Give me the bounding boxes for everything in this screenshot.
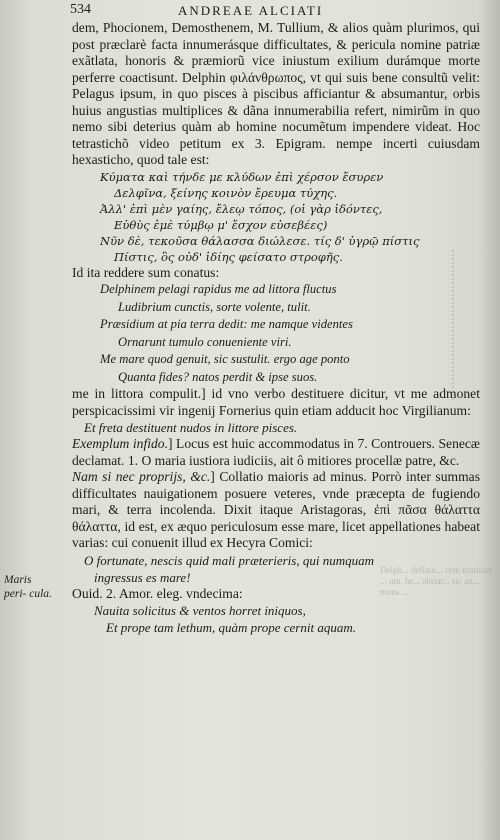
main-text <box>72 20 480 636</box>
paragraph-1: dem, Phocionem, Demosthenem, M. Tullium, & alios quàm plurimos, qui post præclarè facta innumerásque difficultates, & pericula nomine patriæ exãtlata, honoris & præmiorũ vice iniustum exilium durámque morte perferre coactisunt. Delphin φιλάνθρωπος, vt qui suis bene consultũ velit: Pelagus ipsum, in quo pisces à piscibus afficiantur & absumantur, orbis huius angustias multiplices & dãna innumerabilia refert, nimirũm in quo nemo sibi deterius quàm ab homine nocumẽtum impendere videat. Hoc tetrastichõ video petitum ex 3. Epigram. nempe incerti cuiusdam hexasticho, quod tale est: <box>72 20 480 167</box>
ovid-reference: Ouid. 2. Amor. eleg. vndecima: <box>72 585 243 601</box>
quote-line: ingressus es mare! <box>94 569 191 585</box>
paragraph-2: me in littora compulit.] id vno verbo destituere dicitur, vt me admonet perspicacissimi vir ingenij Fornerius quin etiam adducit hoc Virgilianum: <box>72 386 480 418</box>
greek-line: Πίστις, ὃς οὐδ' ἰδίης φείσατο στροφῆς. <box>114 249 343 264</box>
quote-line: Nauita solicitus & ventos horret iniquos, <box>94 603 306 618</box>
paragraph-4-text: ] Collatio maioris ad minus. Porrò inter summas difficultates nauigationem posuere veteres, vnde præcepta de fugiendo mari, & terra incolenda. Dixit itaque Aristagoras, ἐπὶ πᾶσα θάλαττα θάλαττα, id est, ex æquo periculosum esse mare, licet appellationes habeat varias: cui conuenit illud ex Hecyra Comici: <box>72 469 480 550</box>
greek-line: Δελφῖνα, ξείνης κοινὸν ἔρευμα τύχης. <box>114 185 338 200</box>
running-head: ANDREAE ALCIATI <box>178 3 324 18</box>
greek-line: Εὐθὺς ἐμὲ τύμβῳ μ' ἔσχον εὐσεβέες) <box>114 217 328 232</box>
greek-line: Ἀλλ' ἐπὶ μὲν γαίης, ἔλεῳ τόπος, (οἱ γὰρ ἰδόντες, <box>100 201 383 216</box>
greek-line: Κύματα καὶ τήνδε με κλύδων ἐπὶ χέρσον ἔσυρεν <box>100 169 384 184</box>
latin-line: Præsidium at pia terra dedit: me namque videntes <box>100 317 353 331</box>
greek-line: Νῦν δὲ, τεκοῦσα θάλασσα διώλεσε. τίς δ' ὑγρῷ πίστις <box>100 233 420 248</box>
latin-line: Me mare quod genuit, sic sustulit. ergo age ponto <box>100 352 350 366</box>
quote-line: Et prope tam lethum, quàm prope cernit aquam. <box>106 620 356 635</box>
paragraph-3-text: ] Locus est huic accommodatus in 7. Controuers. Senecæ declamat. 1. O maria iustiora iudiciis, ait ô mitiores procellæ patre, &c. <box>72 436 480 468</box>
latin-line: Delphinem pelagi rapidus me ad littora fluctus <box>100 282 337 296</box>
paragraph-4 <box>72 469 480 552</box>
virgil-quote: Et freta destituent nudos in littore pisces. <box>84 420 298 435</box>
bleed-through-text: Delph... deflaui... cem maritum ... um, he... abriar... sic an... mons ... <box>380 565 493 597</box>
paragraph-3 <box>72 436 480 469</box>
page-number: 534 <box>70 2 91 17</box>
page-edge-shadow <box>478 0 500 840</box>
margin-note: Maris peri- cula. <box>4 574 52 600</box>
latin-line: Ornarunt tumulo conueniente viri. <box>118 334 292 349</box>
ovid-quote <box>72 602 480 636</box>
translation-intro: Id ita reddere sum conatus: <box>72 264 220 280</box>
page-header <box>70 2 480 22</box>
lemma: Nam si nec proprijs, &c. <box>72 469 211 484</box>
quote-line: O fortunate, nescis quid mali præterieris, qui numquam <box>84 552 374 568</box>
greek-epigram <box>72 169 480 265</box>
latin-line: Quanta fides? natos perdit & ipse suos. <box>118 369 318 384</box>
latin-translation <box>72 281 480 386</box>
comici-quote <box>72 552 480 586</box>
latin-line: Ludibrium cunctis, sorte volente, tulit. <box>118 299 311 314</box>
lemma: Exemplum infido. <box>72 436 169 451</box>
